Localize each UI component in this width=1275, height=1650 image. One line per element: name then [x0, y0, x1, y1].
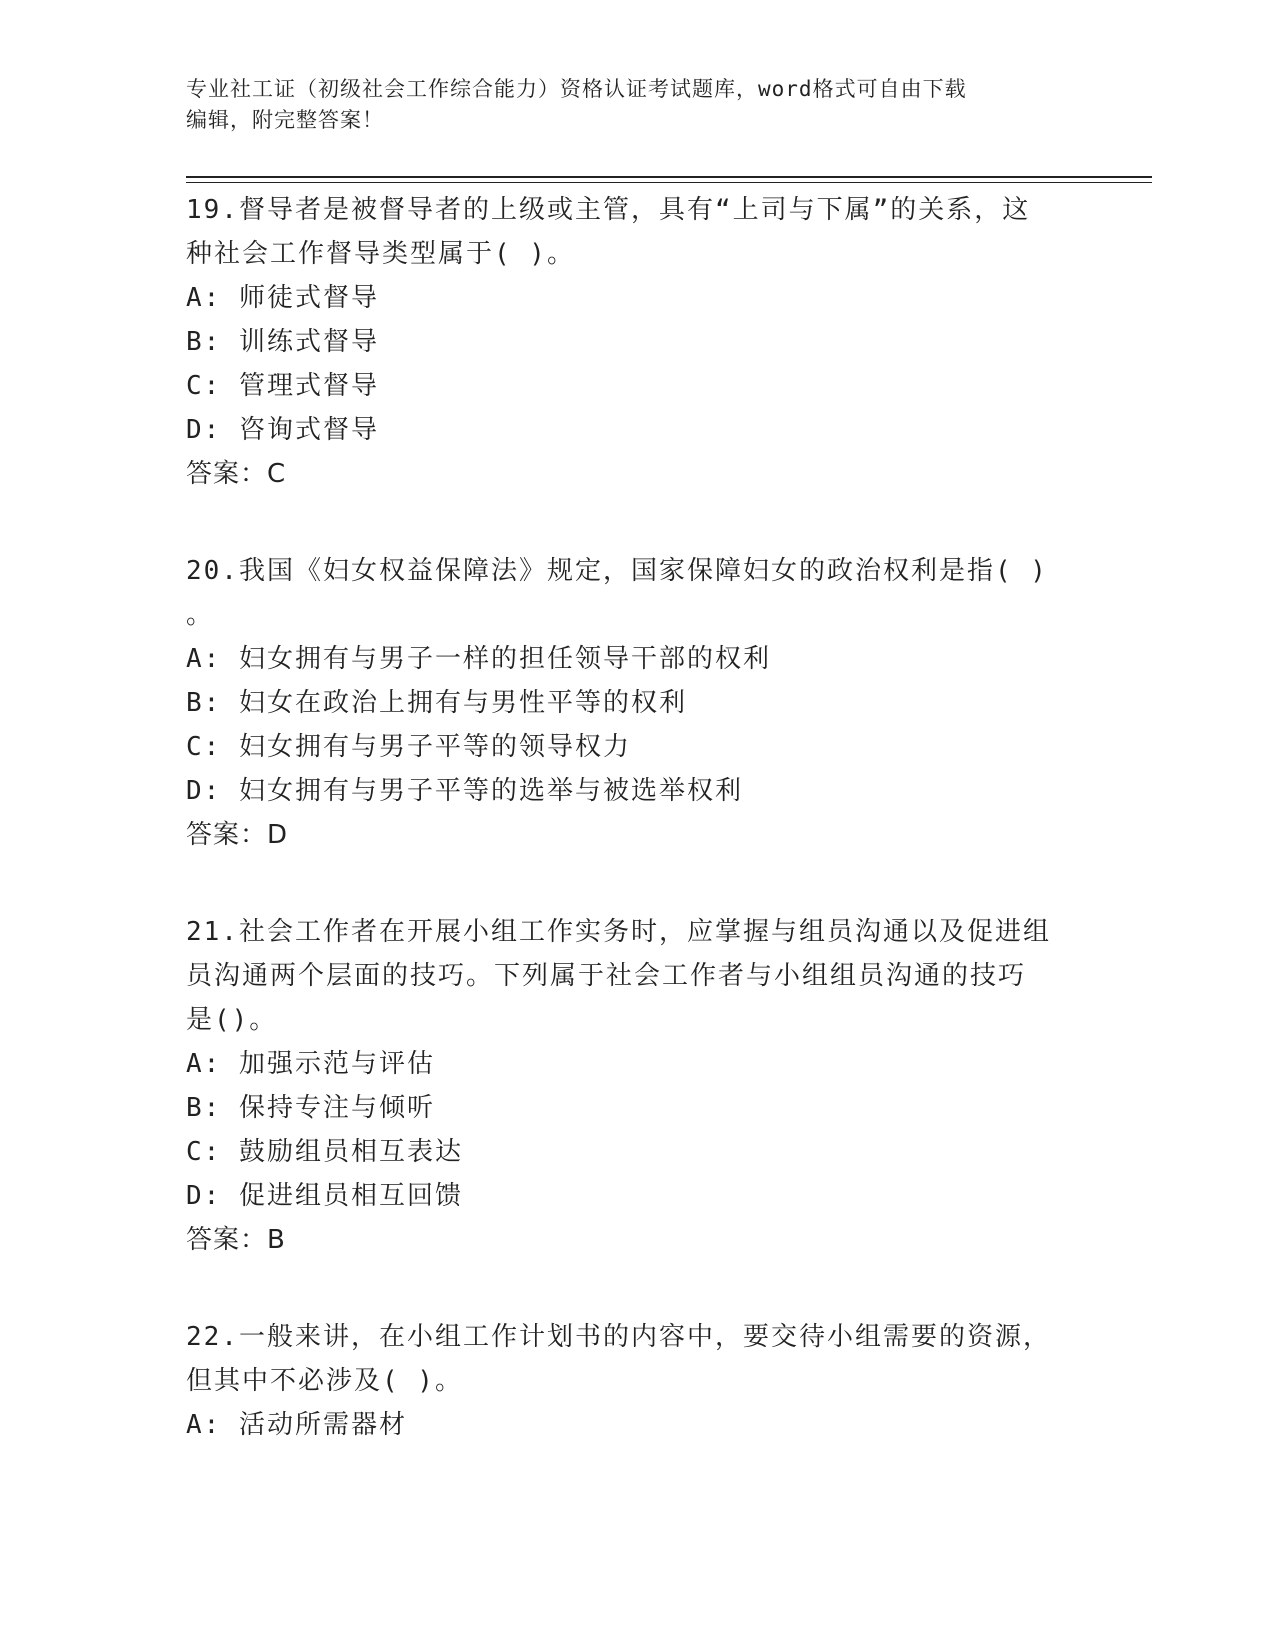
- option-d: D: 促进组员相互回馈: [186, 1181, 463, 1211]
- question-text-line: 员沟通两个层面的技巧。下列属于社会工作者与小组组员沟通的技巧: [186, 961, 1027, 991]
- header-divider-thin: [186, 182, 1152, 183]
- question-text-line: 。: [186, 600, 215, 630]
- option-a: A: 加强示范与评估: [186, 1049, 435, 1079]
- question-22: [186, 1315, 1086, 1447]
- question-20: [186, 549, 1086, 857]
- document-header: [186, 74, 1066, 136]
- question-text-line: 但其中不必涉及( )。: [186, 1366, 463, 1396]
- question-text-line: 21.社会工作者在开展小组工作实务时，应掌握与组员沟通以及促进组: [186, 917, 1051, 947]
- option-a: A: 妇女拥有与男子一样的担任领导干部的权利: [186, 644, 771, 674]
- answer-line: 答案：D: [186, 820, 289, 850]
- option-c: C: 管理式督导: [186, 371, 379, 401]
- question-19: [186, 188, 1086, 496]
- question-text-line: 19.督导者是被督导者的上级或主管，具有“上司与下属”的关系，这: [186, 195, 1031, 225]
- question-text-line: 是()。: [186, 1005, 278, 1035]
- option-c: C: 鼓励组员相互表达: [186, 1137, 463, 1167]
- option-b: B: 保持专注与倾听: [186, 1093, 435, 1123]
- option-c: C: 妇女拥有与男子平等的领导权力: [186, 732, 631, 762]
- question-text-line: 22.一般来讲，在小组工作计划书的内容中，要交待小组需要的资源，: [186, 1322, 1051, 1352]
- question-text-line: 20.我国《妇女权益保障法》规定，国家保障妇女的政治权利是指( ): [186, 556, 1048, 586]
- answer-line: 答案：C: [186, 459, 287, 489]
- option-a: A: 师徒式督导: [186, 283, 379, 313]
- option-d: D: 妇女拥有与男子平等的选举与被选举权利: [186, 776, 743, 806]
- option-b: B: 妇女在政治上拥有与男性平等的权利: [186, 688, 687, 718]
- option-d: D: 咨询式督导: [186, 415, 379, 445]
- option-b: B: 训练式督导: [186, 327, 379, 357]
- question-21: [186, 910, 1086, 1262]
- question-list: [186, 188, 1086, 1500]
- header-line-2: 编辑，附完整答案！: [186, 108, 384, 132]
- answer-line: 答案：B: [186, 1225, 286, 1255]
- header-line-1: 专业社工证（初级社会工作综合能力）资格认证考试题库，word格式可自由下载: [186, 77, 967, 101]
- question-text-line: 种社会工作督导类型属于( )。: [186, 239, 575, 269]
- option-a: A: 活动所需器材: [186, 1410, 407, 1440]
- header-divider-thick: [186, 176, 1152, 178]
